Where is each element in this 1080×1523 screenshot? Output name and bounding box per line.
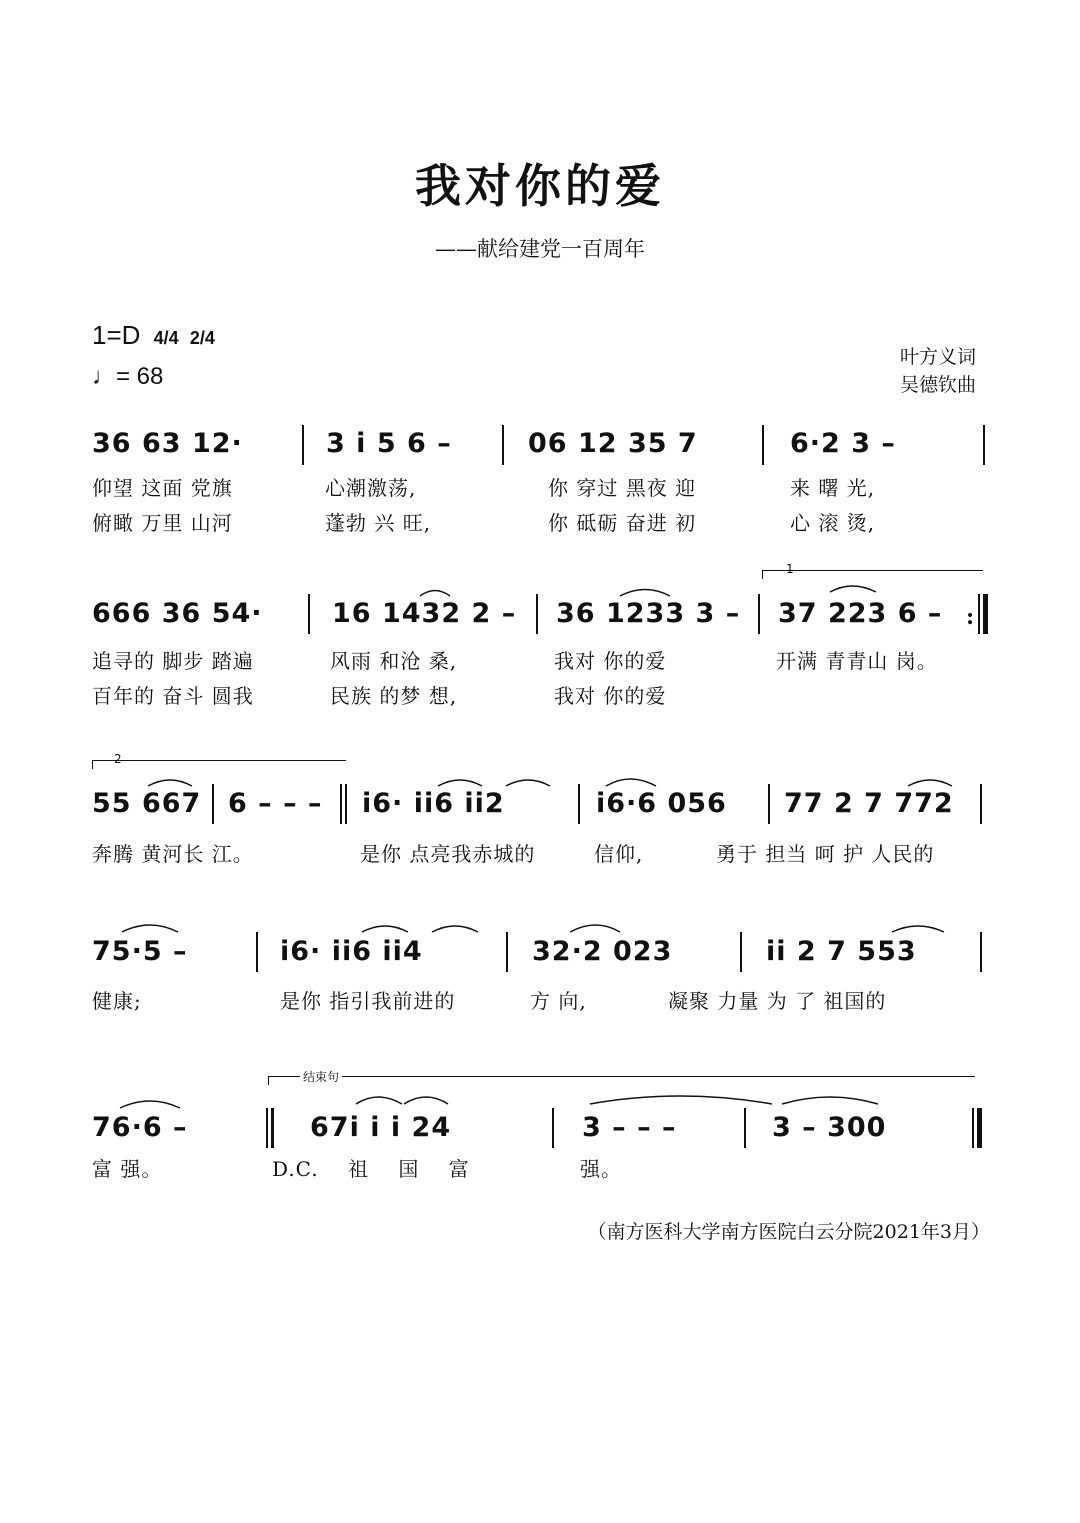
repeat-dots: : bbox=[966, 604, 975, 630]
measure-3-2: 6 – – – bbox=[228, 788, 323, 819]
slur-mark bbox=[120, 1101, 180, 1108]
measure-2-4: 37 223 6 – bbox=[778, 598, 943, 629]
slur-mark bbox=[148, 780, 192, 786]
measure-3-1: 55 667 bbox=[92, 788, 202, 819]
lyric-2-1-2: 风雨 和沧 桑, bbox=[330, 649, 458, 673]
lyric-1-1-1: 仰望 这面 党旗 bbox=[92, 476, 233, 500]
lyric-2-2-1: 百年的 奋斗 圆我 bbox=[92, 684, 254, 708]
lyric-2-1-1: 追寻的 脚步 踏遍 bbox=[92, 649, 254, 673]
volta-label-2: 2 bbox=[114, 752, 122, 766]
measure-4-1: 75·5 – bbox=[92, 936, 188, 967]
slur-mark bbox=[782, 1097, 878, 1104]
lyric-5-1: 富 强。 bbox=[92, 1157, 163, 1181]
lyric-2-2-2: 民族 的梦 想, bbox=[330, 684, 458, 708]
measure-2-3: 36 1233 3 – bbox=[556, 598, 741, 629]
lyric-4-2: 是你 指引我前进的 bbox=[280, 989, 456, 1013]
song-subtitle: ——献给建党一百周年 bbox=[435, 237, 645, 261]
slur-mark bbox=[830, 586, 876, 592]
measure-5-4: 3 – 300 bbox=[772, 1112, 887, 1143]
volta-label-1: 1 bbox=[786, 562, 794, 576]
slur-mark bbox=[892, 926, 944, 932]
lyric-4-4: 凝聚 力量 为 了 祖国的 bbox=[668, 989, 887, 1013]
measure-1-4: 6·2 3 – bbox=[790, 428, 896, 459]
lyricist: 叶方义词 bbox=[899, 346, 976, 368]
measure-3-3: i6· ii6 ii2 bbox=[362, 788, 505, 819]
lyric-3-3: 是你 点亮我赤城的 bbox=[360, 842, 536, 866]
lyric-1-2-4: 心 滚 烫, bbox=[790, 511, 876, 535]
slur-mark bbox=[356, 1097, 402, 1104]
measure-5-1: 76·6 – bbox=[92, 1112, 188, 1143]
slur-mark bbox=[606, 779, 656, 786]
lyric-2-1-4: 开满 青青山 岗。 bbox=[776, 649, 938, 673]
measure-4-3: 32·2 023 bbox=[532, 936, 673, 967]
lyric-4-1: 健康; bbox=[92, 989, 142, 1013]
measure-3-4: i6·6 056 bbox=[596, 788, 727, 819]
lyric-1-2-1: 俯瞰 万里 山河 bbox=[92, 511, 233, 535]
footer-note: （南方医科大学南方医院白云分院2021年3月） bbox=[587, 1221, 990, 1243]
measure-4-4: ii 2 7 553 bbox=[766, 936, 917, 967]
slur-mark bbox=[404, 1097, 448, 1104]
composer: 吴德钦曲 bbox=[899, 374, 976, 396]
key-label: 1=D bbox=[92, 320, 141, 350]
lyric-3-4: 信仰, bbox=[594, 842, 644, 866]
song-title: 我对你的爱 bbox=[415, 159, 665, 213]
measure-1-3: 06 12 35 7 bbox=[528, 428, 698, 459]
lyric-1-1-4: 来 曙 光, bbox=[790, 476, 876, 500]
measure-2-2: 16 1432 2 – bbox=[332, 598, 517, 629]
slur-mark bbox=[908, 780, 952, 786]
lyric-3-1: 奔腾 黄河长 江。 bbox=[92, 842, 254, 866]
tempo-marking: ♩= 68 bbox=[92, 363, 164, 390]
slur-mark bbox=[362, 926, 408, 932]
measure-5-2: 67i i i 24 bbox=[310, 1112, 452, 1143]
slur-mark bbox=[420, 591, 450, 597]
lyric-5-2: D.C. 祖 国 富 bbox=[272, 1157, 470, 1181]
time-signature-2: 2/4 bbox=[189, 328, 215, 348]
measure-1-1: 36 63 12· bbox=[92, 428, 243, 459]
time-signature-1: 4/4 bbox=[153, 328, 179, 348]
lyric-1-1-3: 你 穿过 黑夜 迎 bbox=[548, 476, 697, 500]
slur-mark bbox=[620, 590, 670, 597]
lyric-1-2-2: 蓬勃 兴 旺, bbox=[325, 511, 432, 535]
lyric-3-5: 勇于 担当 呵 护 人民的 bbox=[716, 842, 935, 866]
lyric-2-1-3: 我对 你的爱 bbox=[554, 649, 667, 673]
slur-mark bbox=[438, 780, 482, 786]
measure-4-2: i6· ii6 ii4 bbox=[280, 936, 423, 967]
slur-mark bbox=[570, 925, 620, 932]
lyric-1-1-2: 心潮激荡, bbox=[325, 476, 417, 500]
measure-5-3: 3 – – – bbox=[582, 1112, 677, 1143]
lyric-1-2-3: 你 砥砺 奋进 初 bbox=[548, 511, 697, 535]
lyric-2-2-3: 我对 你的爱 bbox=[554, 684, 667, 708]
measure-3-5: 77 2 7 772 bbox=[784, 788, 954, 819]
slur-mark bbox=[590, 1096, 772, 1104]
measure-2-1: 666 36 54· bbox=[92, 598, 263, 629]
coda-label: 结束句 bbox=[300, 1068, 342, 1085]
slur-mark bbox=[122, 925, 178, 932]
slur-mark bbox=[506, 780, 550, 786]
slur-mark bbox=[432, 926, 478, 932]
lyric-4-3: 方 向, bbox=[530, 989, 587, 1013]
lyric-5-3: 强。 bbox=[580, 1157, 622, 1181]
measure-1-2: 3 i 5 6 – bbox=[326, 428, 452, 459]
